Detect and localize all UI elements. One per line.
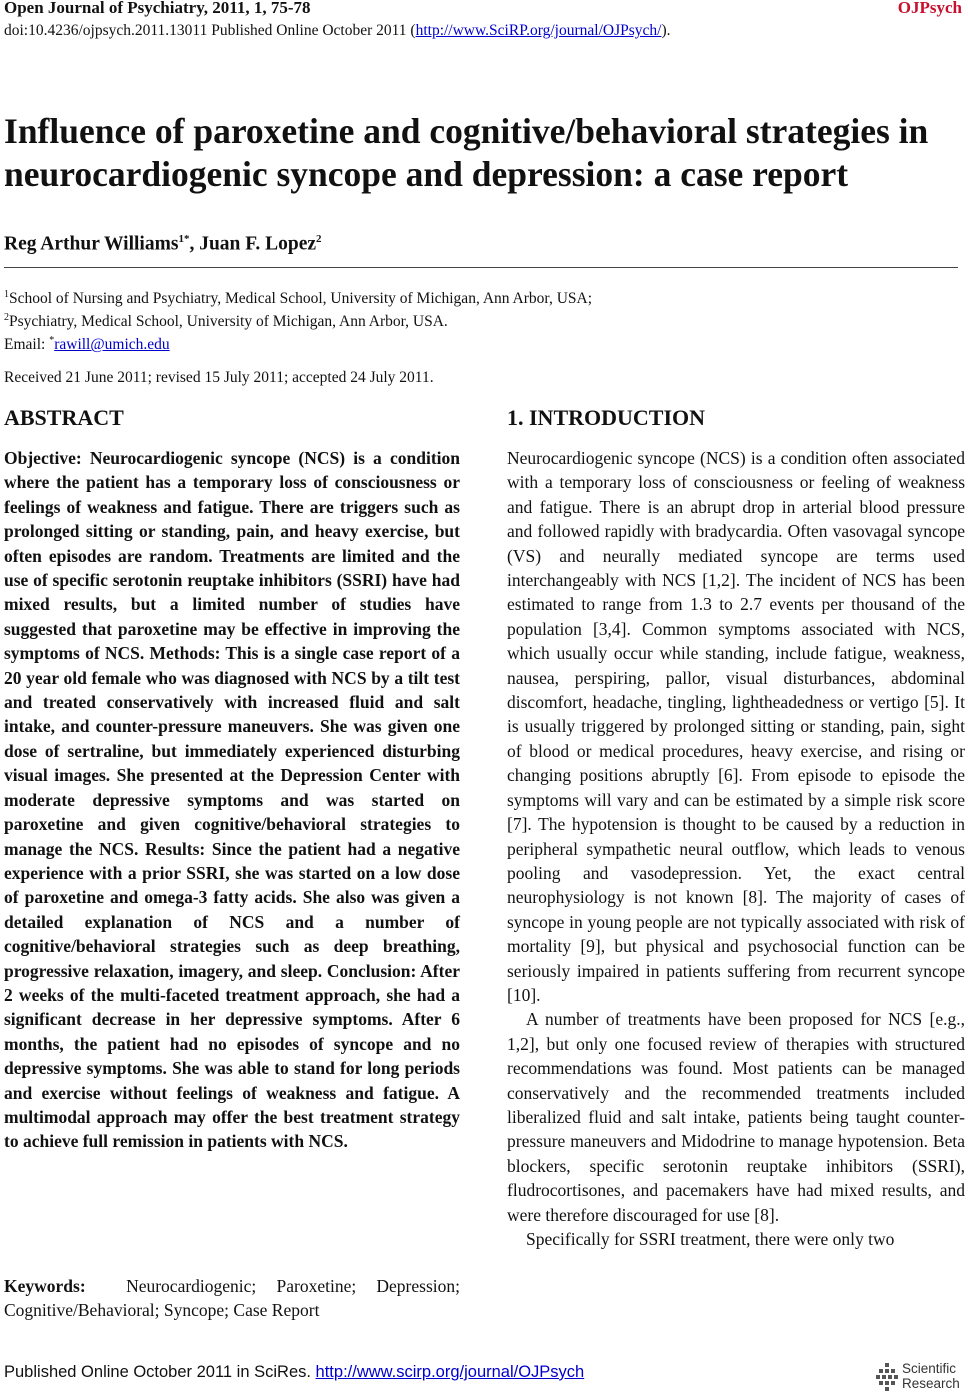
keywords xyxy=(4,1274,460,1323)
affiliation-1-sup: 1 xyxy=(4,289,9,300)
author-separator: , xyxy=(189,233,200,255)
email-sup: * xyxy=(49,335,55,347)
author-2: Juan F. Lopez xyxy=(199,233,317,255)
affiliation-2-text: Psychiatry, Medical School, University of Michigan, Ann Arbor, USA. xyxy=(9,313,448,331)
introduction-heading: 1. INTRODUCTION xyxy=(507,405,706,430)
footer-line xyxy=(4,1363,584,1382)
logo-text xyxy=(902,1361,960,1391)
journal-brand: OJPsych xyxy=(897,0,962,17)
email-label: Email: xyxy=(4,336,50,354)
introduction-body xyxy=(507,446,965,1251)
doi-suffix: ). xyxy=(661,22,671,39)
author-1-sup: 1* xyxy=(178,233,190,245)
author-2-sup: 2 xyxy=(316,233,322,245)
affiliation-2-sup: 2 xyxy=(4,312,9,324)
email-line xyxy=(4,331,592,354)
affiliation-1-text: School of Nursing and Psychiatry, Medical School, University of Michigan, Ann Arbor, USA; xyxy=(9,290,593,308)
journal-citation: Open Journal of Psychiatry, 2011, 1, 75-78 xyxy=(4,0,311,17)
paper-title: Influence of paroxetine and cognitive/behavioral strategies in neurocardiogenic syncope and depression: a case report xyxy=(4,111,929,194)
doi-line xyxy=(4,22,671,40)
abstract-heading: ABSTRACT xyxy=(4,405,124,430)
keywords-label: Keywords: xyxy=(4,1276,86,1296)
intro-paragraph-2: A number of treatments have been proposed for NCS [e.g., 1,2], but only one focused review of therapies with structured recommendations was found. Most patients can be managed conservatively and the recommended treatments included liberalized fluid and salt intake, patients being taught counter-pressure maneuvers and Midodrine to manage hypotension. Beta blockers, specific serotonin reuptake inhibitors (SSRI), fludrocortisones, and pacemakers have had mixed results, and were therefore discouraged for use [8]. xyxy=(507,1009,965,1225)
affiliations xyxy=(4,285,592,354)
logo-line-2: Research xyxy=(902,1376,960,1391)
footer-text: Published Online October 2011 in SciRes. xyxy=(4,1363,316,1381)
doi-text: doi:10.4236/ojpsych.2011.13011 Published Online October 2011 ( xyxy=(4,22,416,39)
logo-line-1: Scientific xyxy=(902,1361,957,1376)
author-1: Reg Arthur Williams xyxy=(4,233,179,255)
received-dates: Received 21 June 2011; revised 15 July 2011; accepted 24 July 2011. xyxy=(4,369,434,386)
keywords-text: Neurocardiogenic; Paroxetine; Depression; Cognitive/Behavioral; Syncope; Case Report xyxy=(4,1276,461,1321)
abstract-body: Objective: Neurocardiogenic syncope (NCS) is a condition where the patient has a temporary loss of consciousness or feelings of weakness and fatigue. There are triggers such as prolonged sitting or standing, pain, and heavy exercise, but often episodes are random. Treatments are limited and the use of specific serotonin reuptake inhibitors (SSRI) have had mixed results, but a limited number of studies have suggested that paroxetine may be effective in improving the symptoms of NCS. Methods: This is a single case report of a 20 year old female who was diagnosed with NCS by a tilt test and treated conservatively with increased fluid and salt intake, and counter-pressure maneuvers. She was given one dose of sertraline, but immediately experienced disturbing visual images. She presented at the Depression Center with moderate depressive symptoms and was started on paroxetine and given cognitive/behavioral strategies to manage the NCS. Results: Since the patient had a negative experience with a prior SSRI, she was started on a low dose of paroxetine and omega-3 fatty acids. She also was given a detailed explanation of NCS and a number of cognitive/behavioral strategies such as deep breathing, progressive relaxation, imagery, and sleep. Conclusion: After 2 weeks of the multi-faceted treatment approach, she had a significant decrease in her depressive symptoms. After 6 months, the patient had no episodes of syncope and no depressive symptoms. She was able to stand for long periods and exercise without feelings of weakness and fatigue. A multimodal approach may offer the best treatment strategy to achieve full remission in patients with NCS. xyxy=(4,448,460,1152)
scientific-research-logo xyxy=(876,1361,964,1393)
footer-link[interactable]: http://www.scirp.org/journal/OJPsych xyxy=(315,1363,585,1381)
intro-paragraph-1: Neurocardiogenic syncope (NCS) is a condition often associated with a temporary loss of consciousness or feeling of weakness and fatigue. There is an abrupt drop in arterial blood pressure and followed rapidly with bradycardia. Often vasovagal syncope (VS) and neurally mediated syncope are terms used interchangeably with NCS [1,2]. The incident of NCS has been estimated to range from 1.3 to 2.7 events per thousand of the population [3,4]. Common symptoms associated with NCS, which usually occur while standing, include fatigue, weakness, nausea, perspiring, pallor, visual disturbances, abdominal discomfort, headache, tingling, lightheadedness or vertigo [5]. It is usually triggered by prolonged sitting or standing, pain, sight of blood or medical procedures, heavy exercise, and rising or changing positions abruptly [6]. From episode to episode the symptoms will vary and can be estimated by a simple risk score [7]. The hypotension is thought to be caused by a reduction in peripheral sympathetic neural outflow, which leads to venous pooling and vasodepression. Yet, the exact central neurophysiology is not known [8]. The majority of cases of syncope in young people are not typically associated with risk of mortality [9], but physical and psychosocial function can be seriously impaired in patients suffering from recurrent syncope [10]. xyxy=(507,448,965,1005)
author-list xyxy=(4,233,322,256)
affiliation-2 xyxy=(4,308,592,331)
scientific-research-logo-icon xyxy=(876,1361,902,1391)
intro-paragraph-3: Specifically for SSRI treatment, there were only two xyxy=(526,1229,895,1249)
email-link[interactable]: rawill@umich.edu xyxy=(54,336,170,354)
doi-link[interactable]: http://www.SciRP.org/journal/OJPsych/ xyxy=(415,22,662,39)
affiliation-1 xyxy=(4,285,592,308)
header-rule xyxy=(4,267,958,268)
